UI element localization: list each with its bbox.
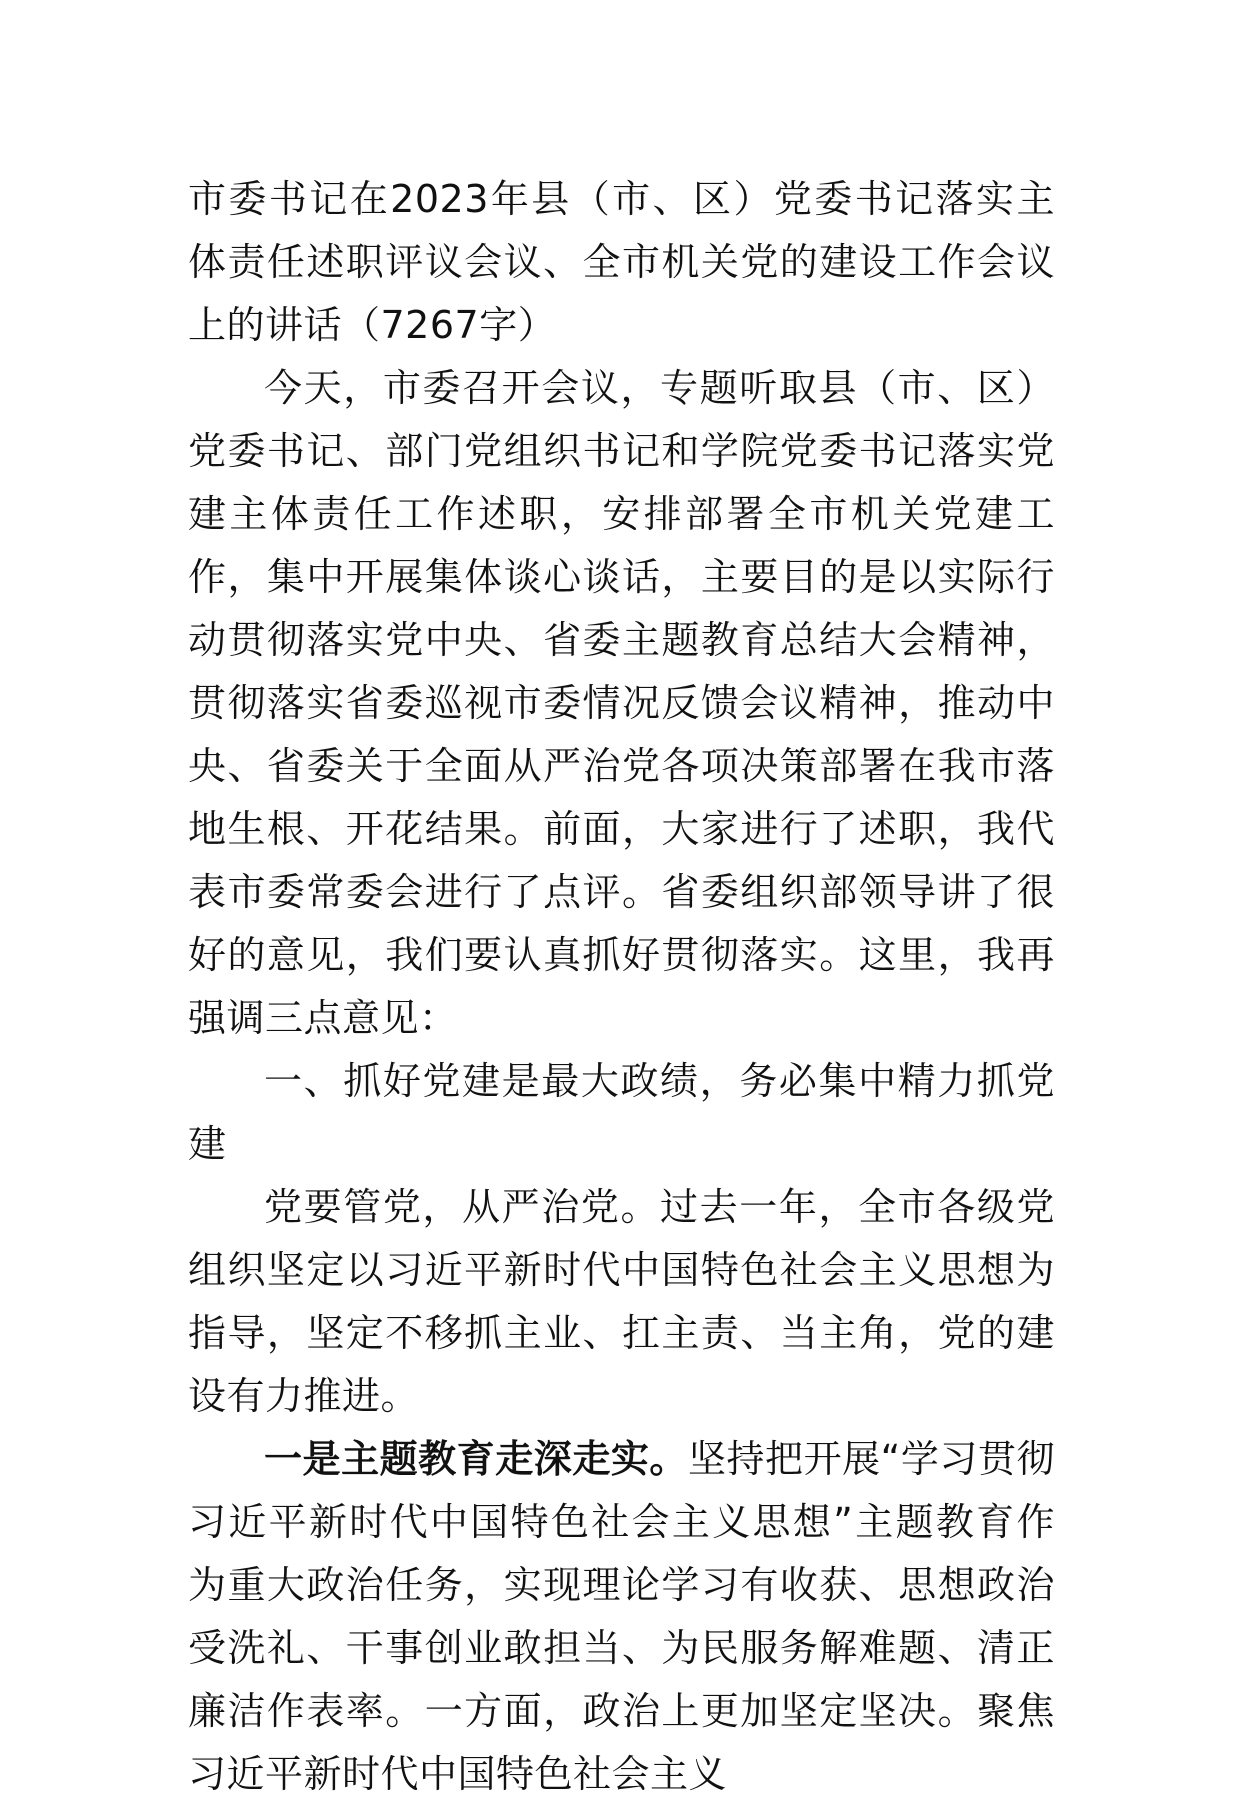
section-heading-1: 一、抓好党建是最大政绩，务必集中精力抓党建 [188, 1059, 1055, 1166]
paragraph-lead-bold: 一是主题教育走深走实。 [264, 1437, 688, 1481]
document-body [188, 168, 1055, 1806]
paragraph-theme-education [188, 1428, 1055, 1806]
paragraph-party-governance: 党要管党，从严治党。过去一年，全市各级党组织坚定以习近平新时代中国特色社会主义思想为指导，坚定不移抓主业、扛主责、当主角，党的建设有力推进。 [188, 1185, 1055, 1418]
paragraph-body-text: 坚持把开展“学习贯彻习近平新时代中国特色社会主义思想”主题教育作为重大政治任务，实现理论学习有收获、思想政治受洗礼、干事创业敢担当、为民服务解难题、清正廉洁作表率。一方面，政治上更加坚定坚决。聚焦习近平新时代中国特色社会主义 [188, 1437, 1055, 1796]
document-title: 市委书记在2023年县（市、区）党委书记落实主体责任述职评议会议、全市机关党的建设工作会议上的讲话（7267字） [188, 177, 1055, 347]
paragraph-opening: 今天，市委召开会议，专题听取县（市、区）党委书记、部门党组织书记和学院党委书记落实党建主体责任工作述职，安排部署全市机关党建工作，集中开展集体谈心谈话，主要目的是以实际行动贯彻落实党中央、省委主题教育总结大会精神，贯彻落实省委巡视市委情况反馈会议精神，推动中央、省委关于全面从严治党各项决策部署在我市落地生根、开花结果。前面，大家进行了述职，我代表市委常委会进行了点评。省委组织部领导讲了很好的意见，我们要认真抓好贯彻落实。这里，我再强调三点意见： [188, 366, 1055, 1040]
